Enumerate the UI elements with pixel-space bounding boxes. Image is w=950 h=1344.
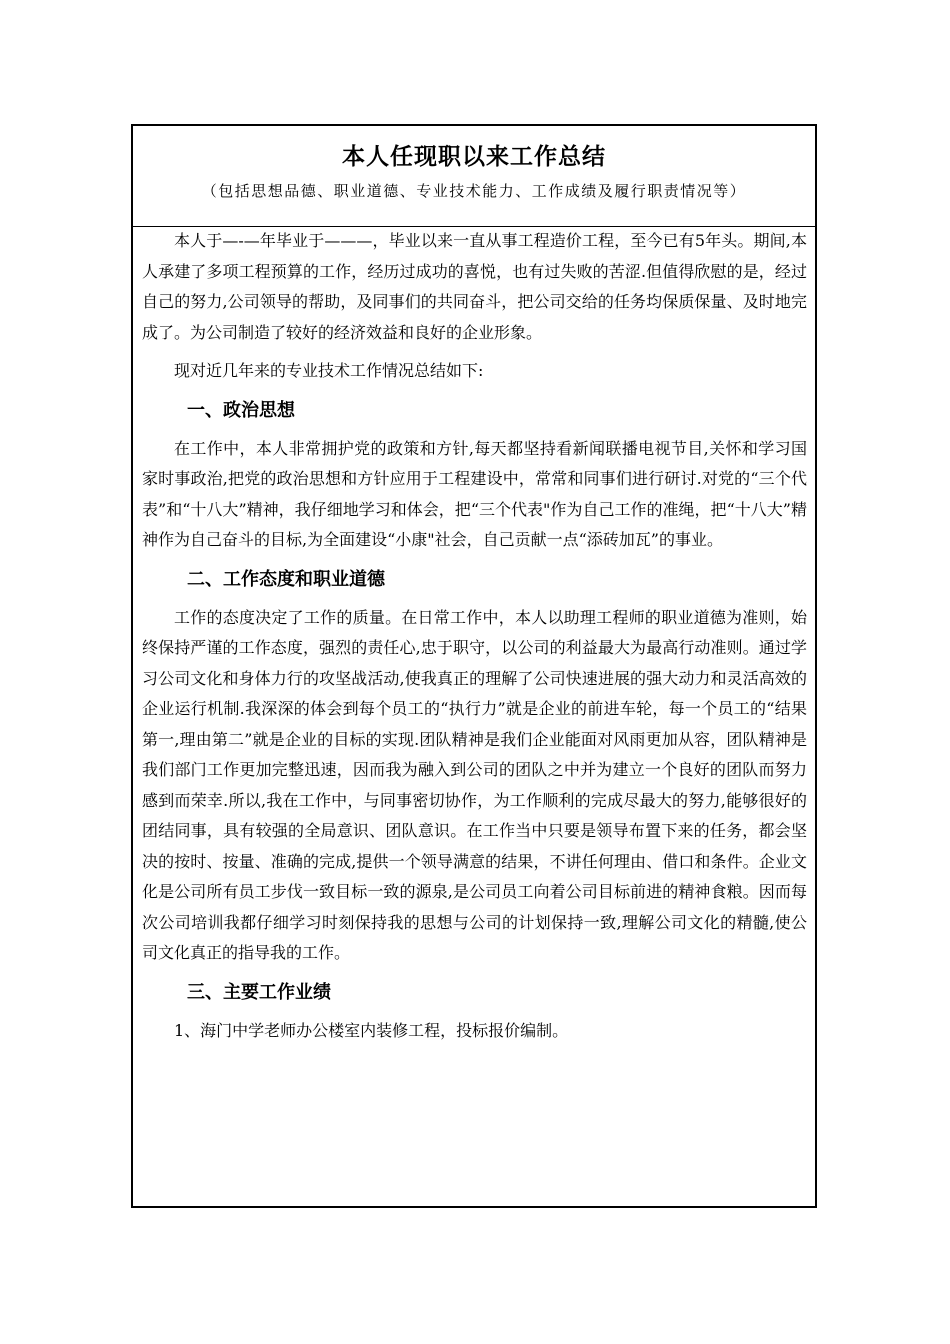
page-title: 本人任现职以来工作总结 [342, 144, 606, 170]
intro-paragraph: 本人于—-—年毕业于———，毕业以来一直从事工程造价工程，至今已有5年头。期间,本人承建了多项工程预算的工作，经历过成功的喜悦，也有过失败的苦涩.但值得欣慰的是，经过自己的努力,公司领导的帮助，及同事们的共同奋斗，把公司交给的任务均保质保量、及时地完成了。为公司制造了较好的经济效益和良好的企业形象。 [142, 231, 807, 342]
form-header [133, 126, 815, 227]
section-heading-politics: 一、政治思想 [187, 399, 295, 421]
section-paragraph-politics: 在工作中，本人非常拥护党的政策和方针,每天都坚持看新闻联播电视节目,关怀和学习国家时事政治,把党的政治思想和方针应用于工程建设中，常常和同事们进行研讨.对党的“三个代表”和“十八大”精神，我仔细地学习和体会，把“三个代表"作为自己工作的准绳，把“十八大”精神作为自己奋斗的目标,为全面建设“小康"社会，自己贡献一点“添砖加瓦”的事业。 [142, 438, 807, 549]
achievement-item: 1、海门中学老师办公楼室内装修工程，投标报价编制。 [174, 1020, 569, 1040]
page-subtitle: （包括思想品德、职业道德、专业技术能力、工作成绩及履行职责情况等） [201, 182, 747, 200]
section-paragraph-work-ethic: 工作的态度决定了工作的质量。在日常工作中，本人以助理工程师的职业道德为准则，始终保持严谨的工作态度，强烈的责任心,忠于职守，以公司的利益最大为最高行动准则。通过学习公司文化和身体力行的攻坚战活动,使我真正的理解了公司快速进展的强大动力和灵活高效的企业运行机制.我深深的体会到每个员工的“执行力”就是企业的前进车轮，每一个员工的“结果第一,理由第二”就是企业的目标的实现.团队精神是我们企业能面对风雨更加从容，团队精神是我们部门工作更加完整迅速，因而我为融入到公司的团队之中并为建立一个良好的团队而努力感到而荣幸.所以,我在工作中，与同事密切协作，为工作顺利的完成尽最大的努力,能够很好的团结同事，具有较强的全局意识、团队意识。在工作当中只要是领导布置下来的任务，都会坚决的按时、按量、准确的完成,提供一个领导满意的结果，不讲任何理由、借口和条件。企业文化是公司所有员工步伐一致目标一致的源泉,是公司员工向着公司目标前进的精神食粮。因而每次公司培训我都仔细学习时刻保持我的思想与公司的计划保持一致,理解公司文化的精髓,使公司文化真正的指导我的工作。 [142, 607, 807, 962]
section-heading-work-ethic: 二、工作态度和职业道德 [187, 568, 385, 590]
intro-lead-in: 现对近几年来的专业技术工作情况总结如下: [174, 361, 484, 380]
section-heading-achievements: 三、主要工作业绩 [187, 981, 331, 1003]
summary-form-frame [131, 124, 817, 1208]
form-body [142, 226, 807, 1046]
